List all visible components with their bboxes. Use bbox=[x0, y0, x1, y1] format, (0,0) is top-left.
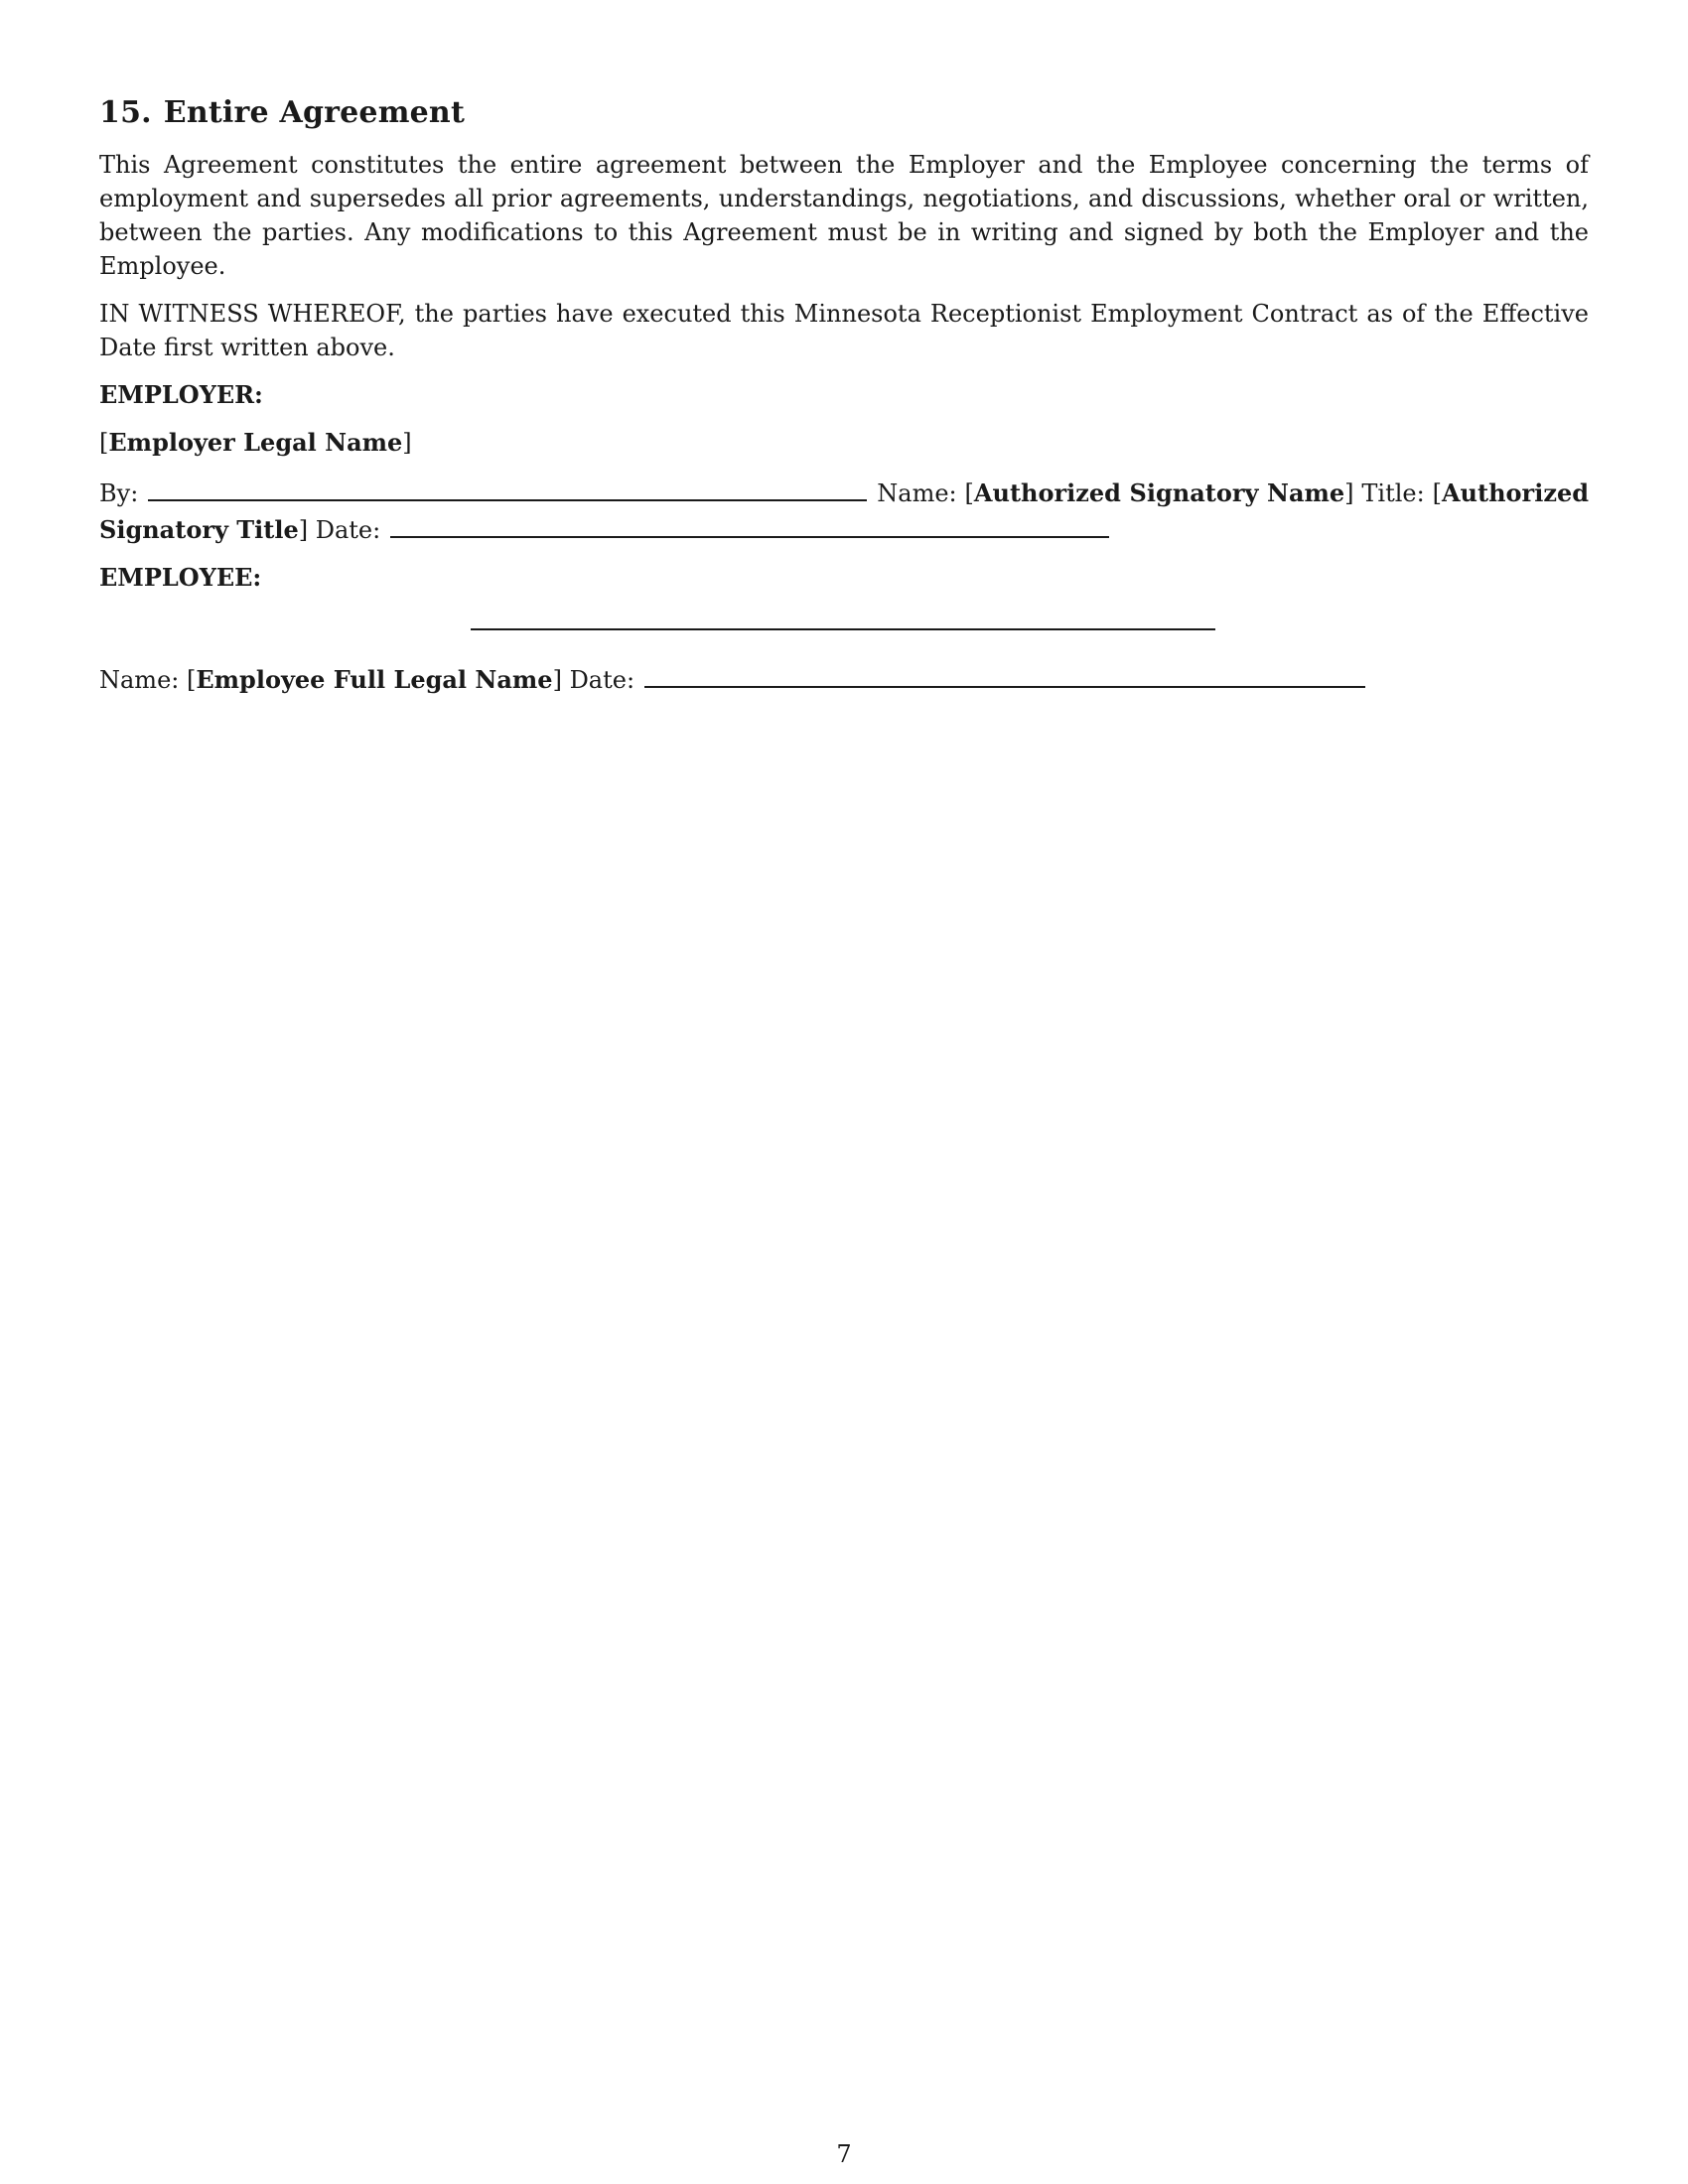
employee-date-line[interactable] bbox=[644, 660, 1365, 688]
title-label: Title: bbox=[1361, 479, 1425, 507]
employer-signature-line[interactable] bbox=[148, 474, 867, 501]
employee-date-label: Date: bbox=[569, 666, 635, 694]
employer-signature-block: By: Name: [Authorized Signatory Name] Title: [Authorized Signatory Title] Date: bbox=[99, 474, 1589, 547]
page-number: 7 bbox=[836, 2140, 852, 2168]
name-label: Name: bbox=[877, 479, 957, 507]
employee-signature-line[interactable] bbox=[471, 628, 1215, 630]
employee-name-label: Name: bbox=[99, 666, 180, 694]
signatory-name: Authorized Signatory Name bbox=[973, 478, 1345, 507]
section-title: Entire Agreement bbox=[163, 95, 465, 130]
employer-date-line[interactable] bbox=[390, 510, 1109, 538]
employee-full-name: Employee Full Legal Name bbox=[196, 665, 553, 694]
employee-heading: EMPLOYEE: bbox=[99, 563, 262, 592]
section-body: This Agreement constitutes the entire agreement between the Employer and the Employee concerning the terms of employment and supersedes all prior agreements, understandings, negotiations, and discussions, whether oral or written, between the parties. Any modifications to this Agreement must be in writing and signed by both the Employer and the Employee. bbox=[99, 151, 1589, 280]
witness-paragraph: IN WITNESS WHEREOF, the parties have executed this Minnesota Receptionist Employment Contract as of the Effective Date first written above. bbox=[99, 300, 1589, 361]
section-heading bbox=[99, 95, 1589, 130]
section-number: 15. bbox=[99, 95, 152, 130]
by-label: By: bbox=[99, 479, 139, 507]
employer-legal-name: [Employer Legal Name] bbox=[99, 428, 412, 457]
employer-date-label: Date: bbox=[315, 516, 381, 544]
document-page bbox=[99, 95, 1589, 711]
employer-heading: EMPLOYER: bbox=[99, 380, 263, 409]
signatory-title: Authorized Signatory Title bbox=[99, 478, 1589, 544]
employee-name-block: Name: [Employee Full Legal Name] Date: bbox=[99, 660, 1589, 697]
employer-legal-name-value: Employer Legal Name bbox=[108, 428, 403, 457]
